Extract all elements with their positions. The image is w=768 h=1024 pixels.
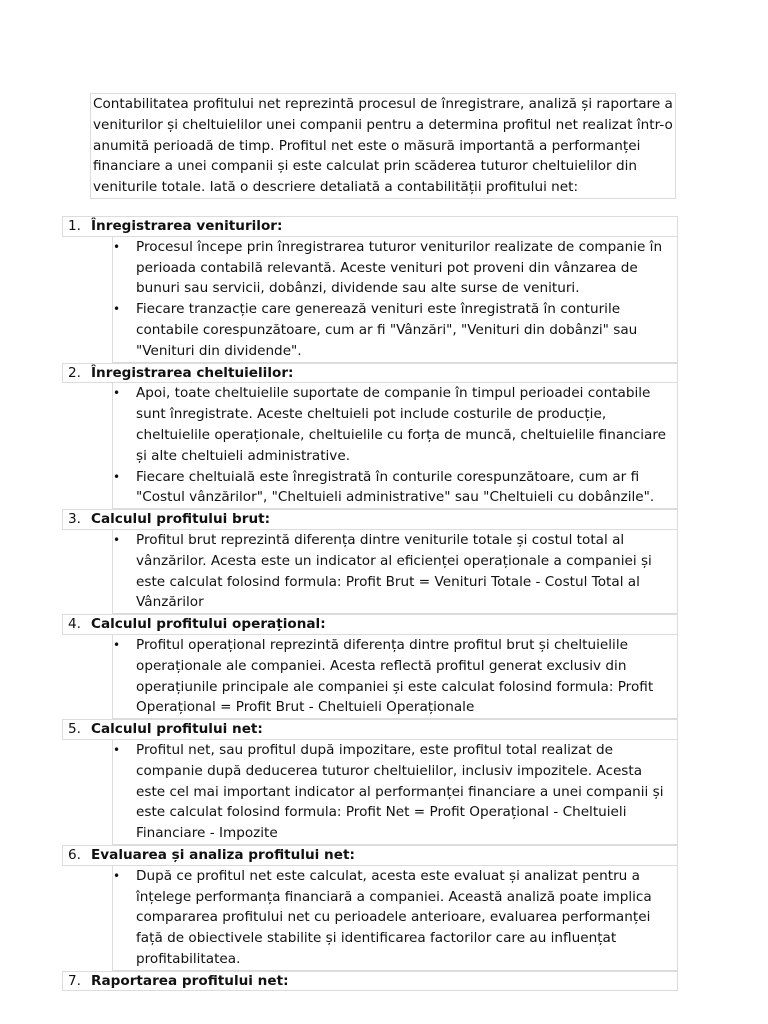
list-item: • Procesul începe prin înregistrarea tuturor veniturilor realizate de companie în perioada contabilă relevantă. Aceste venituri pot proveni din vânzarea de bunuri sau servicii, dobânzi, dividende sau alte surse de venituri. — [113, 237, 677, 299]
sections-list — [62, 216, 678, 991]
section-heading — [62, 719, 678, 740]
section-4 — [62, 614, 678, 719]
intro-paragraph: Contabilitatea profitului net reprezintă procesul de înregistrare, analiză și raportare a veniturilor și cheltuielilor unei companii pentru a determina profitul net realizat într-o anumită perioadă de timp. Profitul net este o măsură importantă a performanței financiare a unei companii și este calculat prin scăderea tuturor cheltuielilor din veniturile totale. Iată o descriere detaliată a contabilității profitului net: — [93, 96, 673, 196]
section-title: Calculul profitului net: — [91, 721, 263, 738]
bullet-list — [112, 866, 678, 971]
section-heading — [62, 363, 678, 384]
section-1 — [62, 216, 678, 363]
section-number: 7. — [68, 972, 81, 989]
section-title: Calculul profitului operațional: — [91, 616, 326, 633]
section-5 — [62, 719, 678, 845]
list-item: • Profitul net, sau profitul după impozitare, este profitul total realizat de companie după deducerea tuturor cheltuielilor, inclusiv impozitele. Acesta este cel mai important indicator al performanței financiare a unei companii și este calculat folosind formula: Profit Net = Profit Operațional - Cheltuieli Financiare - Impozite — [113, 740, 677, 844]
section-number: 3. — [68, 511, 81, 528]
list-item: • Fiecare cheltuială este înregistrată în conturile corespunzătoare, cum ar fi "Costul vânzărilor", "Cheltuieli administrative" sau "Cheltuieli cu dobânzile". — [113, 467, 677, 509]
section-number: 6. — [68, 846, 81, 863]
section-number: 2. — [68, 364, 81, 381]
section-title: Înregistrarea cheltuielilor: — [91, 364, 294, 381]
bullet-list — [112, 530, 678, 614]
section-title: Evaluarea și analiza profitului net: — [91, 846, 355, 863]
section-number: 4. — [68, 616, 81, 633]
list-item: • Fiecare tranzacție care generează venituri este înregistrată în conturile contabile corespunzătoare, cum ar fi "Vânzări", "Venituri din dobânzi" sau "Venituri din dividende". — [113, 299, 677, 361]
list-item: • După ce profitul net este calculat, acesta este evaluat și analizat pentru a înțelege performanța financiară a companiei. Această analiză poate implica compararea profitului net cu perioadele anterioare, evaluarea performanței față de obiectivele stabilite și identificarea factorilor care au influențat profitabilitatea. — [113, 866, 677, 970]
list-item: • Apoi, toate cheltuielile suportate de companie în timpul perioadei contabile sunt înregistrate. Aceste cheltuieli pot include costurile de producție, cheltuielile operaționale, cheltuielile cu forța de muncă, cheltuielile financiare și alte cheltuieli administrative. — [113, 383, 677, 466]
list-item: • Profitul operațional reprezintă diferența dintre profitul brut și cheltuielile operaționale ale companiei. Acesta reflectă profitul generat exclusiv din operațiunile principale ale companiei și este calculat folosind formula: Profit Operațional = Profit Brut - Cheltuieli Operaționale — [113, 635, 677, 718]
section-number: 5. — [68, 721, 81, 738]
bullet-list — [112, 237, 678, 363]
section-title: Raportarea profitului net: — [91, 972, 289, 989]
section-3 — [62, 509, 678, 614]
list-item: • Profitul brut reprezintă diferența dintre veniturile totale și costul total al vânzărilor. Acesta este un indicator al eficienței operaționale a companiei și este calculat folosind formula: Profit Brut = Venituri Totale - Costul Total al Vânzărilor — [113, 530, 677, 613]
bullet-list — [112, 740, 678, 845]
intro-block — [90, 93, 676, 199]
section-heading — [62, 845, 678, 866]
section-number: 1. — [68, 218, 81, 234]
section-2 — [62, 363, 678, 510]
section-7 — [62, 971, 678, 992]
section-heading — [62, 509, 678, 530]
section-heading — [62, 216, 678, 237]
bullet-list — [112, 635, 678, 719]
section-6 — [62, 845, 678, 971]
section-heading — [62, 614, 678, 635]
section-heading — [62, 971, 678, 992]
bullet-list — [112, 383, 678, 509]
section-title: Calculul profitului brut: — [91, 511, 271, 528]
section-title: Înregistrarea veniturilor: — [91, 218, 283, 234]
